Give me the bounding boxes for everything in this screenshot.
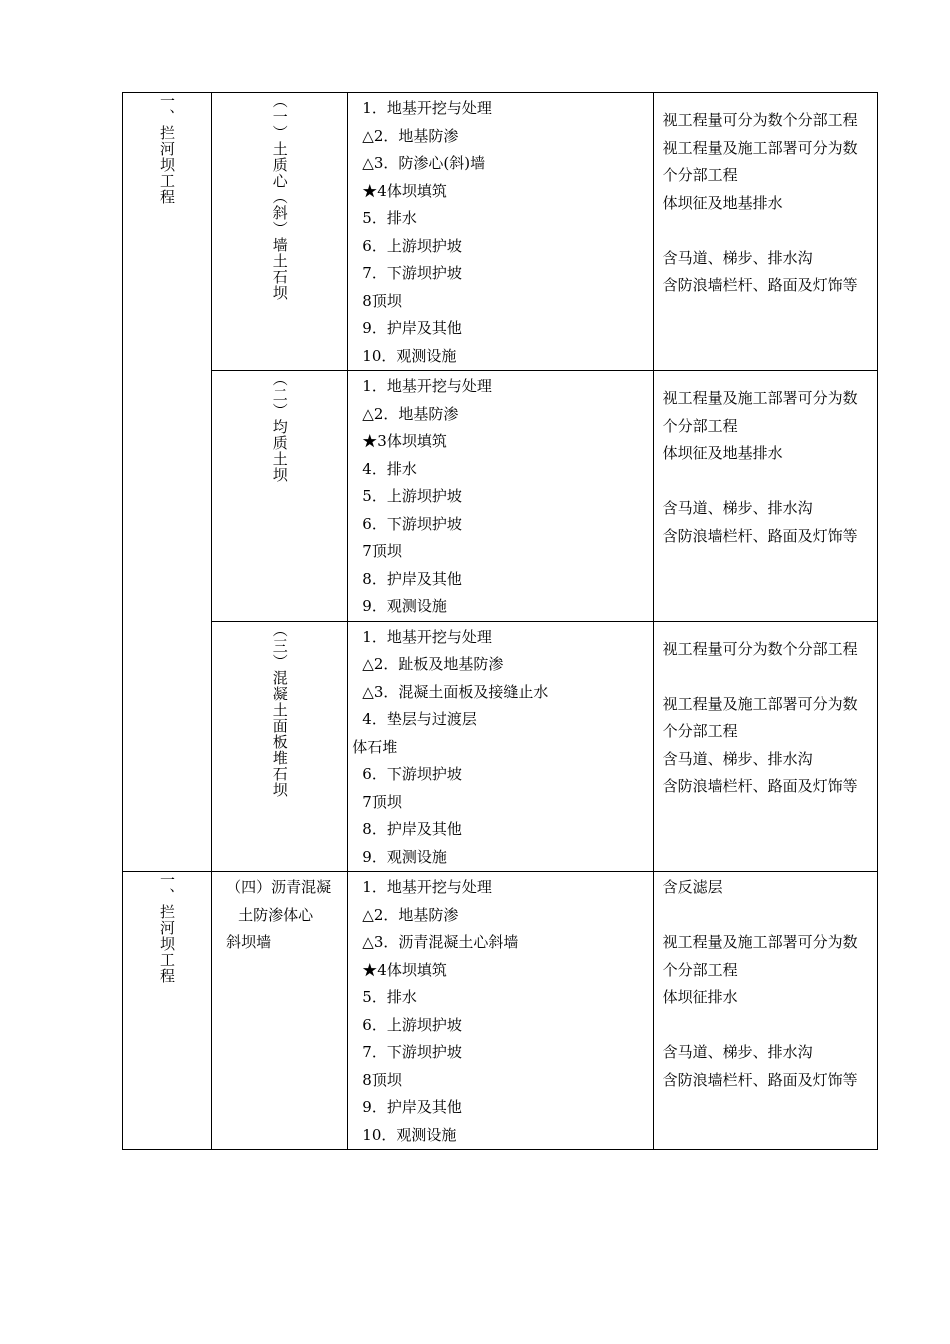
category-cell [212, 621, 348, 872]
list-item: 9．护岸及其他 [362, 319, 462, 337]
category-label: （二）均质土坝 [270, 371, 289, 483]
list-item: 7．下游坝护坡 [362, 1043, 462, 1061]
list-item: 1．地基开挖与处理 [362, 99, 492, 117]
category-line: 斜坝墙 [226, 933, 272, 951]
note: 含马道、梯步、排水沟 [662, 1043, 813, 1061]
list-item: 体石堆 [352, 737, 398, 756]
list-item: 8顶坝 [362, 291, 402, 310]
note: 体坝征及地基排水 [662, 193, 783, 212]
note: 视工程量及施工部署可分为数个分部工程 [662, 933, 858, 979]
list-item: 9．观测设施 [362, 847, 447, 866]
note [663, 217, 869, 245]
note: 含防浪墙栏杆、路面及灯饰等 [662, 1070, 858, 1089]
items-cell [348, 621, 653, 872]
note [663, 1012, 869, 1040]
list-item: ★4体坝填筑 [362, 181, 447, 200]
note: 视工程量及施工部署可分为数个分部工程 [662, 389, 858, 435]
notes-cell [653, 371, 877, 622]
list-item: 5．上游坝护坡 [362, 487, 462, 505]
table-row [123, 621, 878, 872]
list-item: 8．护岸及其他 [362, 820, 462, 838]
group-cell [123, 93, 212, 872]
note: 含马道、梯步、排水沟 [662, 749, 813, 768]
note: 体坝征排水 [662, 988, 738, 1006]
note: 体坝征及地基排水 [662, 444, 783, 462]
list-item: 7顶坝 [362, 542, 402, 560]
list-item: 5．排水 [362, 988, 417, 1006]
notes-cell [653, 93, 877, 371]
table-row [123, 872, 878, 1150]
items-cell [348, 93, 653, 371]
category-line: （四）沥青混凝 [226, 878, 332, 896]
note: 含防浪墙栏杆、路面及灯饰等 [662, 526, 858, 545]
list-item: 9．观测设施 [362, 597, 447, 615]
list-item: 1．地基开挖与处理 [362, 377, 492, 395]
notes-cell [653, 872, 877, 1150]
note [663, 663, 869, 691]
group-label: 一、拦河坝工程 [158, 872, 177, 984]
list-item: △3．防渗心(斜)墙 [362, 154, 486, 172]
list-item: 1．地基开挖与处理 [362, 627, 492, 646]
category-cell [212, 371, 348, 622]
list-item: 4．排水 [362, 459, 417, 478]
items-cell [348, 371, 653, 622]
note: 含马道、梯步、排水沟 [662, 499, 813, 517]
group-cell [123, 872, 212, 1150]
note: 视工程量及施工部署可分为数个分部工程 [662, 138, 858, 184]
list-item: ★3体坝填筑 [362, 432, 447, 450]
list-item: 10．观测设施 [362, 1125, 457, 1144]
list-item: △2．地基防渗 [362, 404, 459, 423]
project-division-table [122, 92, 878, 1150]
list-item: 5．排水 [362, 209, 417, 227]
note: 视工程量可分为数个分部工程 [662, 639, 858, 658]
note: 视工程量可分为数个分部工程 [662, 111, 858, 129]
note: 视工程量及施工部署可分为数个分部工程 [662, 694, 858, 740]
items-cell [348, 872, 653, 1150]
table-row [123, 371, 878, 622]
note: 含防浪墙栏杆、路面及灯饰等 [662, 276, 858, 294]
note: 含防浪墙栏杆、路面及灯饰等 [662, 777, 858, 795]
list-item: 4．垫层与过渡层 [362, 710, 477, 728]
note [663, 468, 869, 496]
list-item: ★4体坝填筑 [362, 960, 447, 979]
list-item: 7顶坝 [362, 792, 402, 811]
category-label: （一）土质心（斜）墙土石坝 [270, 93, 289, 301]
list-item: △2．趾板及地基防渗 [362, 655, 504, 673]
list-item: 10．观测设施 [362, 346, 457, 365]
category-label: （三）混凝土面板堆石坝 [270, 621, 289, 798]
list-item: 8顶坝 [362, 1070, 402, 1089]
note [663, 902, 869, 930]
category-line: 土防渗体心 [238, 905, 314, 924]
list-item: 8．护岸及其他 [362, 569, 462, 588]
list-item: 6．下游坝护坡 [362, 765, 462, 783]
list-item: 6．上游坝护坡 [362, 1015, 462, 1034]
list-item: 7．下游坝护坡 [362, 264, 462, 282]
list-item: 6．上游坝护坡 [362, 236, 462, 255]
category-cell [212, 872, 348, 1150]
category-cell [212, 93, 348, 371]
list-item: △3．沥青混凝土心斜墙 [362, 933, 519, 951]
list-item: △2．地基防渗 [362, 905, 459, 924]
list-item: 9．护岸及其他 [362, 1098, 462, 1116]
list-item: △3．混凝土面板及接缝止水 [362, 682, 549, 701]
table-row [123, 93, 878, 371]
list-item: 1．地基开挖与处理 [362, 878, 492, 896]
list-item: 6．下游坝护坡 [362, 514, 462, 533]
list-item: △2．地基防渗 [362, 126, 459, 145]
notes-cell [653, 621, 877, 872]
note: 含马道、梯步、排水沟 [662, 248, 813, 267]
note: 含反滤层 [662, 878, 723, 896]
group-label: 一、拦河坝工程 [158, 93, 177, 205]
